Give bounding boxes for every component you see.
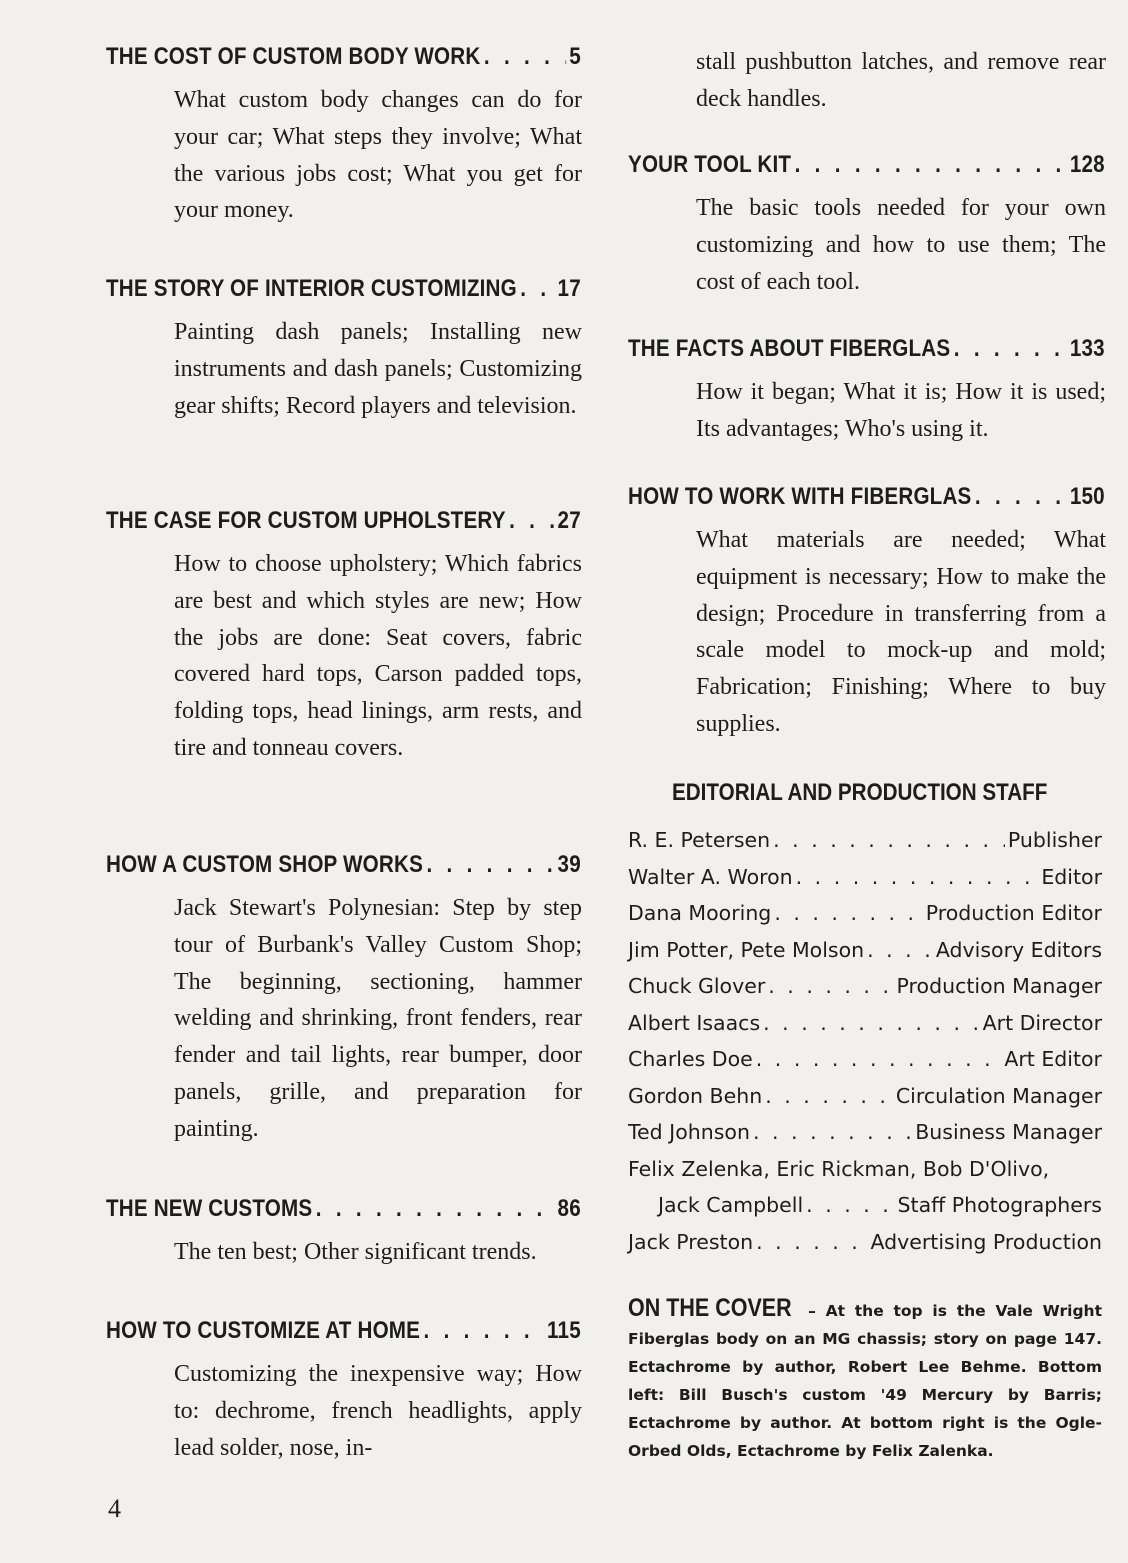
toc-entry-page: 128 [1069,151,1105,178]
toc-entry-heading [628,482,1105,512]
staff-role: Editor [1041,864,1102,889]
toc-entry-title: THE COST OF CUSTOM BODY WORK [106,43,481,70]
staff-name: Charles Doe [628,1047,753,1071]
toc-entry-description: Jack Stewart's Polynesian: Step by step tour of Burbank's Valley Custom Shop; The beginning, sectioning, hammer welding and shrinking, front fenders, rear fender and tail lights, rear bumper, door panels, grille, and preparation for painting. [174,895,582,1142]
staff-row [628,1187,1102,1224]
toc-entry-title: THE CASE FOR CUSTOM UPHOLSTERY [106,507,506,534]
dot-leader [795,150,1067,180]
toc-entry [628,334,1106,448]
toc-entry [628,150,1106,300]
toc-entry-page: 5 [569,43,581,70]
toc-entry-title: THE NEW CUSTOMS [106,1195,313,1222]
staff-role: Publisher [1007,828,1102,852]
staff-role: Art Director [982,1010,1102,1035]
dot-leader [426,850,554,880]
dot-leader [954,334,1067,364]
toc-entry-page: 115 [547,1317,581,1344]
toc-entry-description: What custom body changes can do for your car; What steps they involve; What the various jobs cost; What you get for your money. [174,87,582,224]
toc-entry-description: The basic tools needed for your own customizing and how to use them; The cost of each tool. [696,195,1106,295]
page-number: 4 [108,1494,121,1523]
staff-row [628,1078,1102,1115]
toc-entry-title: HOW TO CUSTOMIZE AT HOME [106,1317,421,1344]
staff-role: Production Editor [925,901,1102,925]
staff-heading: EDITORIAL AND PRODUCTION STAFF [672,779,1048,806]
toc-entry [628,482,1106,743]
staff-name: Jim Potter, Pete Molson [628,937,865,962]
toc-entry-heading [106,42,581,72]
toc-entry-heading [106,850,581,880]
staff-row [628,859,1102,896]
toc-entry-heading [628,150,1105,180]
toc-entry-page: 27 [557,507,581,534]
toc-entry-title: THE STORY OF INTERIOR CUSTOMIZING [106,275,517,302]
staff-role: Advisory Editors [935,937,1102,962]
continued-description [628,44,1106,118]
cover-text: – At the top is the Vale Wright Fiberglas body on an MG chassis; story on page 147. Ectachrome by author, Robert Lee Behme. Bottom left: Bill Busch's custom '49 Mercury by Barris; Ectachrome by author. At bottom right is the Ogle-Orbed Olds, Ectachrome by Felix Zalenka. [628,1302,1102,1460]
dot-leader [424,1316,544,1346]
staff-row [628,968,1102,1005]
staff-name: Gordon Behn [628,1083,763,1108]
staff-name: Jack Campbell [658,1193,804,1217]
staff-name: Ted Johnson [628,1120,750,1144]
dot-leader [806,1187,894,1224]
dot-leader [773,822,1005,859]
staff-row [628,1114,1102,1151]
cover-note [628,1294,1102,1465]
toc-entry-title: THE FACTS ABOUT FIBERGLAS [628,335,951,362]
toc-entry-page: 86 [557,1195,581,1222]
cover-heading: ON THE COVER [628,1294,792,1322]
toc-entry [106,274,582,424]
staff-name: Dana Mooring [628,901,772,925]
staff-row [628,932,1102,969]
toc-entry [106,850,582,1148]
dot-leader [774,895,922,932]
toc-entry-description: How to choose upholstery; Which fabrics are best and which styles are new; How the jobs are done: Seat covers, fabric covered hard tops, Carson padded tops, folding tops, head linings, arm rests, and tire and tonneau covers. [174,551,582,761]
entry-description: stall pushbutton latches, and remove rear deck handles. [696,49,1106,112]
toc-entry-heading [628,334,1105,364]
toc-entry-page: 17 [557,275,581,302]
staff-role: Production Manager [896,974,1102,998]
staff-row [628,1224,1102,1261]
dot-leader [867,932,933,969]
staff-role: Staff Photographers [897,1193,1102,1217]
dot-leader [765,1078,893,1115]
dot-leader [756,1041,1002,1078]
dot-leader [520,274,554,304]
toc-entry-description: The ten best; Other significant trends. [174,1239,537,1265]
toc-entry-heading [106,1316,581,1346]
staff-name: Chuck Glover [628,974,766,998]
staff-role: Business Manager [915,1120,1102,1144]
toc-entry [106,1316,582,1466]
toc-entry-description: How it began; What it is; How it is used; Its advantages; Who's using it. [696,379,1106,442]
toc-entry-heading [106,506,581,536]
staff-row [628,1005,1102,1042]
toc-entry-page: 133 [1069,335,1105,362]
dot-leader [753,1114,912,1151]
dot-leader [509,506,554,536]
toc-entry-description: What materials are needed; What equipment is necessary; How to make the design; Procedure in transferring from a scale model to mock-up and mold; Fabrication; Finishing; Where to buy supplies. [696,527,1106,737]
toc-entry-heading [106,1194,581,1224]
staff-name: R. E. Petersen [628,828,771,852]
staff-row [628,895,1102,932]
staff-name: Jack Preston [628,1229,754,1254]
toc-entry-title: HOW TO WORK WITH FIBERGLAS [628,483,972,510]
toc-entry [106,42,582,229]
dot-leader [484,42,566,72]
toc-entry-description: Painting dash panels; Installing new instruments and dash panels; Customizing gear shifts; Record players and television. [174,319,582,419]
staff-name: Walter A. Woron [628,864,793,889]
dot-leader [796,859,1039,896]
staff-role: Circulation Manager [895,1083,1102,1108]
staff-name: Albert Isaacs [628,1010,761,1035]
dot-leader [316,1194,554,1224]
toc-entry-heading [106,274,581,304]
dot-leader [763,1005,980,1042]
staff-list [628,822,1102,1260]
toc-entry [106,1194,582,1271]
staff-row [628,1041,1102,1078]
toc-entry-title: YOUR TOOL KIT [628,151,792,178]
dot-leader [756,1224,867,1261]
toc-entry-title: HOW A CUSTOM SHOP WORKS [106,851,424,878]
staff-row [628,1151,1102,1188]
toc-entry-page: 39 [557,851,581,878]
toc-entry-page: 150 [1069,483,1105,510]
dot-leader [768,968,893,1005]
dot-leader [975,482,1067,512]
toc-entry [106,506,582,767]
staff-row [628,822,1102,859]
toc-entry-description: Customizing the inexpensive way; How to: dechrome, french headlights, apply lead solder, nose, in- [174,1361,582,1461]
staff-role: Art Editor [1004,1047,1102,1071]
staff-role: Advertising Production [870,1229,1102,1254]
staff-name: Felix Zelenka, Eric Rickman, Bob D'Olivo, [628,1156,1050,1181]
